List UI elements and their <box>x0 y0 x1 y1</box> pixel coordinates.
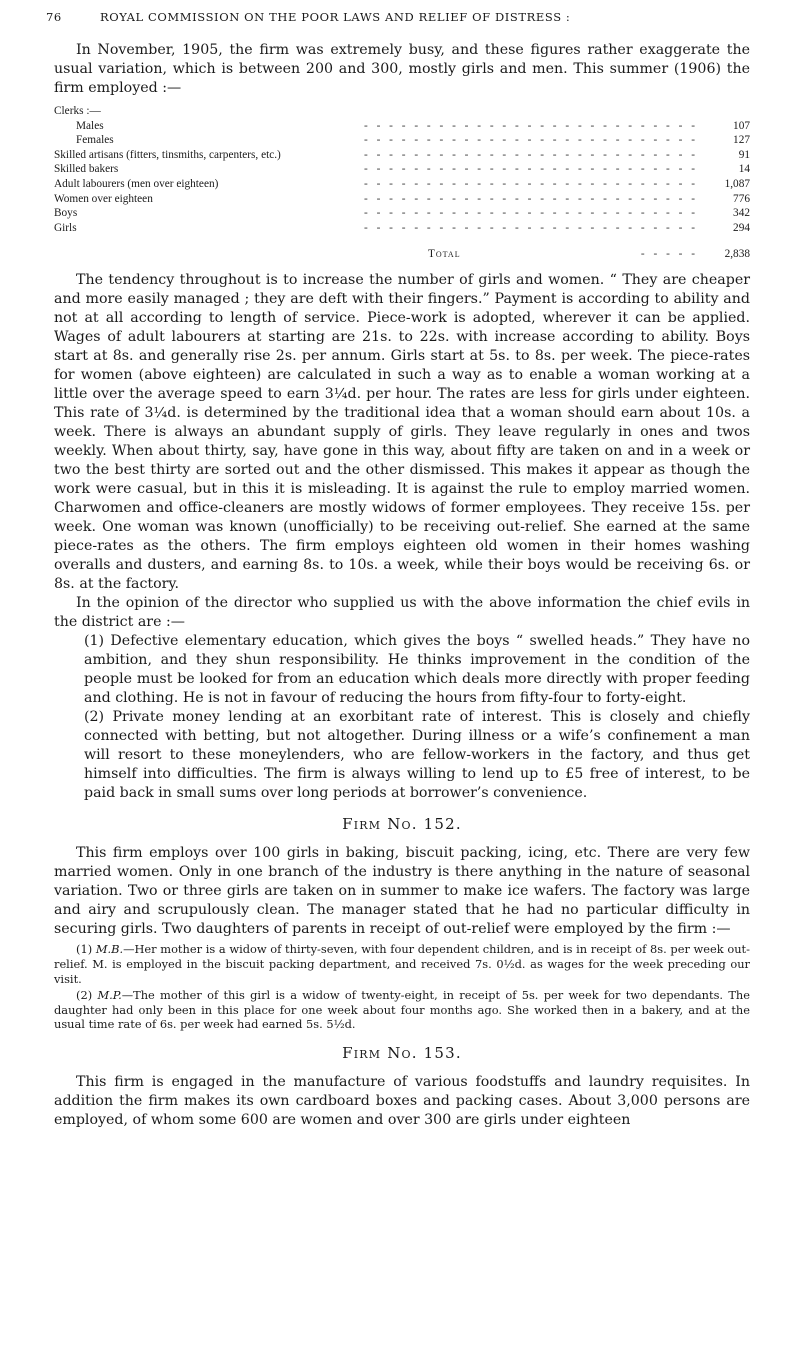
leader-dots: - - - - - - - - - - - - - - - - - - - - - - - - - - - <box>363 163 698 176</box>
firm-152-heading: Firm No. 152. <box>342 815 462 834</box>
total-label: Total <box>428 248 461 261</box>
total-row <box>54 235 750 265</box>
row-label: Males <box>76 119 108 134</box>
row-value: 1,087 <box>724 177 750 190</box>
row-value: 342 <box>733 207 750 220</box>
evil-item-1: (1) Defective elementary education, which gives the boys “ swelled heads.” They have no ambition, and they shun responsibility. He thinks improvement in the condition of the people must be looked for from an education which deals more directly with proper feeding and clothing. He is not in favour of reducing the hours from fifty-four to forty-eight. <box>84 633 750 707</box>
opinion-paragraph: In the opinion of the director who supplied us with the above information the chief evils in the district are :— <box>54 595 750 631</box>
employee-row <box>54 221 750 236</box>
case-text: —Her mother is a widow of thirty-seven, with four dependent children, and is in receipt of 8s. per week out-relief. M. is employed in the biscuit packing department, and received 7s. 0½d. as wages for the week preceding our visit. <box>54 942 750 986</box>
firm-153-heading: Firm No. 153. <box>342 1043 462 1062</box>
leader-dots: - - - - - - - - - - - - - - - - - - - - - - - - - - - <box>363 119 698 132</box>
employee-row <box>54 148 750 163</box>
row-value: 14 <box>738 163 750 176</box>
employee-table <box>54 104 750 265</box>
row-value: 107 <box>733 119 750 132</box>
employee-row <box>54 177 750 192</box>
employee-table-caption: Clerks :— <box>54 105 101 117</box>
row-value: 91 <box>738 148 750 161</box>
leader-dots: - - - - - - - - - - - - - - - - - - - - - - - - - - - <box>363 221 698 234</box>
case-2 <box>54 988 750 1032</box>
row-value: 776 <box>733 192 750 205</box>
row-label: Skilled artisans (fitters, tinsmiths, carpenters, etc.) <box>54 148 285 163</box>
leader-dots: - - - - - - - - - - - - - - - - - - - - - - - - - - - <box>363 192 698 205</box>
row-label: Women over eighteen <box>54 192 157 207</box>
leader-dots: - - - - - - - - - - - - - - - - - - - - - - - - - - - <box>363 207 698 220</box>
case-1 <box>54 942 750 986</box>
leader-dots: - - - - - <box>640 248 698 261</box>
row-label: Adult labourers (men over eighteen) <box>54 177 222 192</box>
total-value: 2,838 <box>724 248 750 261</box>
row-label: Boys <box>54 206 81 221</box>
row-value: 127 <box>733 134 750 147</box>
evil-item-2: (2) Private money lending at an exorbitant rate of interest. This is closely and chiefly connected with betting, but not altogether. During illness or a wife’s confinement a man will resort to these moneylenders, who are fellow-workers in the factory, and thus get himself into difficulties. The firm is always willing to lend up to £5 free of interest, to be paid back in small sums over long periods at borrower’s convenience. <box>84 709 750 802</box>
leader-dots: - - - - - - - - - - - - - - - - - - - - - - - - - - - <box>363 134 698 147</box>
intro-paragraph: In November, 1905, the firm was extremely busy, and these figures rather exaggerate the usual variation, which is between 200 and 300, mostly girls and men. This summer (1906) the firm employed :— <box>54 42 750 96</box>
case-number: (1) <box>76 942 93 957</box>
leader-dots: - - - - - - - - - - - - - - - - - - - - - - - - - - - <box>363 148 698 161</box>
row-label: Girls <box>54 221 81 236</box>
page-number: 76 <box>46 10 62 24</box>
tendency-paragraph: The tendency throughout is to increase the number of girls and women. “ They are cheaper and more easily managed ; they are deft with their fingers.” Payment is according to ability and not at all according to length of service. Piece-work is adopted, wherever it can be applied. Wages of adult labourers at starting are 21s. to 22s. with increase according to ability. Boys start at 8s. and generally rise 2s. per annum. Girls start at 5s. to 8s. per week. The piece-rates for women (above eighteen) are calculated in such a way as to enable a woman working at a little over the average speed to earn 3¼d. per hour. The rates are less for girls under eighteen. This rate of 3¼d. is determined by the traditional idea that a woman should earn about 10s. a week. There is always an abundant supply of girls. They leave regularly in ones and twos weekly. When about thirty, say, have gone in this way, about fifty are taken on and in a week or two the best thirty are sorted out and the other dismissed. This makes it appear as though the work were casual, but in this it is misleading. It is against the rule to employ married women. Charwomen and office-cleaners are mostly widows of former employees. They receive 15s. per week. One woman was known (unofficially) to be receiving out-relief. She earned at the same piece-rates as the others. The firm employs eighteen old women in their homes washing overalls and dusters, and earning 8s. to 10s. a week, while their boys would be receiving 6s. or 8s. at the factory. <box>54 272 750 593</box>
row-label: Females <box>76 133 118 148</box>
firm-153-paragraph: This firm is engaged in the manufacture of various foodstuffs and laundry requisites. In addition the firm makes its own cardboard boxes and packing cases. About 3,000 persons are employed, of whom some 600 are women and over 300 are girls under eighteen <box>54 1073 750 1128</box>
firm-152-cases <box>54 942 750 1032</box>
row-label: Skilled bakers <box>54 162 122 177</box>
page-content <box>54 41 750 1130</box>
employee-row <box>54 133 750 148</box>
case-initials: M.B. <box>95 942 124 957</box>
employee-row <box>54 162 750 177</box>
case-number: (2) <box>76 988 93 1003</box>
running-title: ROYAL COMMISSION ON THE POOR LAWS AND RELIEF OF DISTRESS : <box>100 10 571 24</box>
employee-row <box>54 192 750 207</box>
case-text: —The mother of this girl is a widow of twenty-eight, in receipt of 5s. per week for two dependants. The daughter had only been in this place for one week about four months ago. She worked then in a bakery, and at the usual time rate of 6s. per week had earned 5s. 5½d. <box>54 988 750 1032</box>
employee-row <box>54 119 750 134</box>
firm-152-paragraph: This firm employs over 100 girls in baking, biscuit packing, icing, etc. There are very few married women. Only in one branch of the industry is there anything in the nature of seasonal variation. Two or three girls are taken on in summer to make ice wafers. The factory was large and airy and scrupulously clean. The manager stated that he had no particular difficulty in securing girls. Two daughters of parents in receipt of out-relief were employed by the firm :— <box>54 845 750 938</box>
employee-row <box>54 206 750 221</box>
row-value: 294 <box>733 221 750 234</box>
case-initials: M.P. <box>97 988 122 1003</box>
leader-dots: - - - - - - - - - - - - - - - - - - - - - - - - - - - <box>363 177 698 190</box>
